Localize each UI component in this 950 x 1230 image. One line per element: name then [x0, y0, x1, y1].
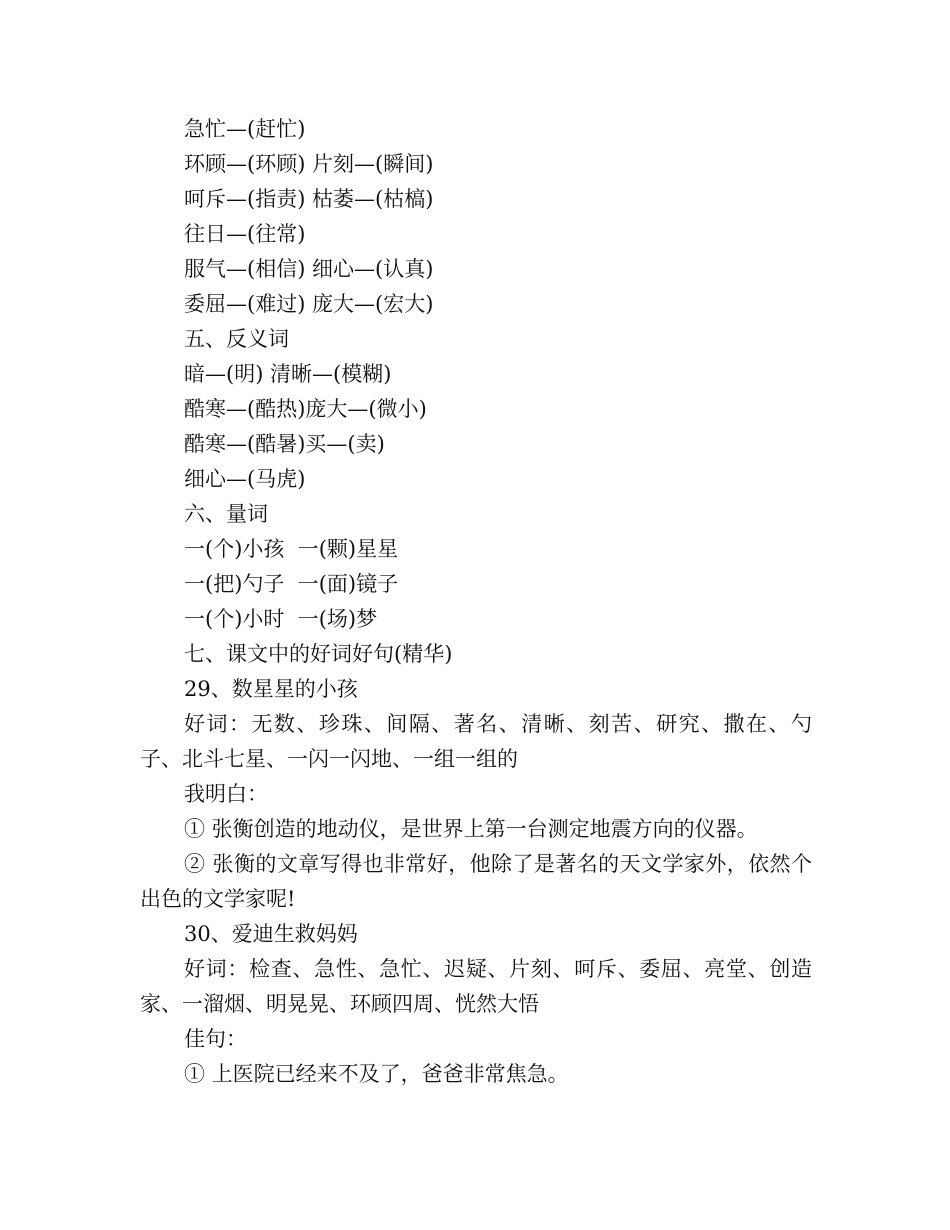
- text-line: 一(个)小孩 一(颗)星星: [184, 537, 399, 561]
- text-line: 往日—(往常): [184, 222, 306, 246]
- text-line: 酷寒—(酷暑)买—(卖): [184, 432, 385, 456]
- good-words-paragraph: 好词：无数、珍珠、间隔、著名、清晰、刻苦、研究、撒在、勺子、北斗七星、一闪一闪地、一组一组的: [140, 712, 812, 771]
- text-line: 酷寒—(酷热)庞大—(微小): [184, 397, 427, 421]
- text-line: 呵斥—(指责) 枯萎—(枯槁): [184, 187, 434, 211]
- section-heading-good-words: 七、课文中的好词好句(精华): [184, 642, 453, 666]
- text-line: 服气—(相信) 细心—(认真): [184, 257, 434, 281]
- understand-item-2: ② 张衡的文章写得也非常好，他除了是著名的天文学家外，依然个出色的文学家呢!: [140, 852, 812, 911]
- good-sentence-item-1: ① 上医院已经来不及了，爸爸非常焦急。: [184, 1062, 569, 1086]
- good-sentences-label: 佳句：: [184, 1027, 247, 1051]
- good-words-paragraph: 好词：检查、急性、急忙、迟疑、片刻、呵斥、委屈、亮堂、创造家、一溜烟、明晃晃、环顾四周、恍然大悟: [140, 957, 812, 1016]
- section-heading-measure-words: 六、量词: [184, 502, 268, 526]
- understand-label: 我明白：: [184, 782, 268, 806]
- text-line: 暗—(明) 清晰—(模糊): [184, 362, 392, 386]
- text-line: 细心—(马虎): [184, 467, 306, 491]
- lesson-heading-29: 29、数星星的小孩: [184, 677, 358, 701]
- understand-item-1: ① 张衡创造的地动仪，是世界上第一台测定地震方向的仪器。: [184, 817, 758, 841]
- document-body: [140, 112, 812, 1092]
- text-line: 委屈—(难过) 庞大—(宏大): [184, 292, 434, 316]
- text-line: 急忙—(赶忙): [184, 117, 306, 141]
- lesson-heading-30: 30、爱迪生救妈妈: [184, 922, 358, 946]
- section-heading-antonyms: 五、反义词: [184, 327, 289, 351]
- text-line: 一(把)勺子 一(面)镜子: [184, 572, 399, 596]
- text-line: 环顾—(环顾) 片刻—(瞬间): [184, 152, 434, 176]
- text-line: 一(个)小时 一(场)梦: [184, 607, 378, 631]
